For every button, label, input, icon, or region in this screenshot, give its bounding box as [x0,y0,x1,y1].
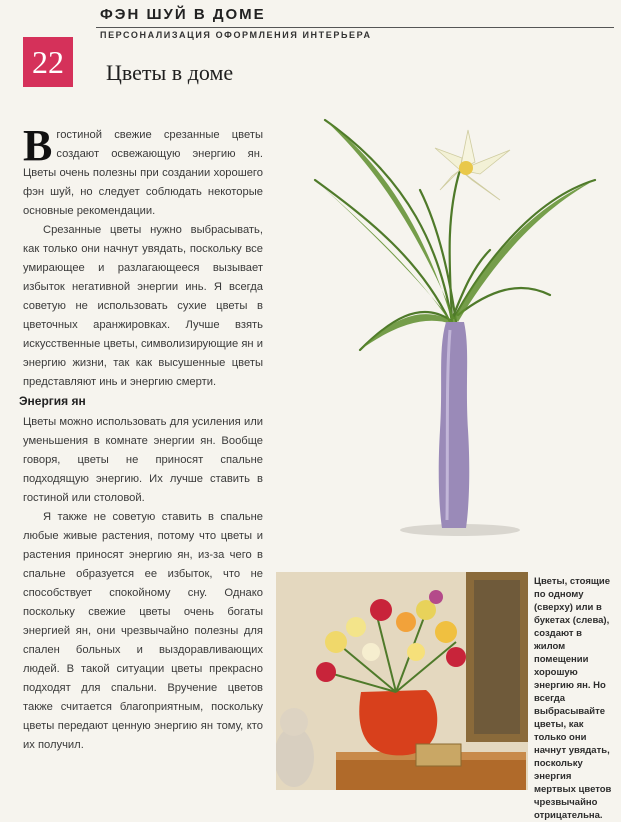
section-paragraph-1: Цветы можно использовать для усиления или уменьшения в комнате энергии ян. Вообще говоря, цветы не приносят спальне подходящую энергию. Их лучше ставить в гостиной или столовой. [23,416,263,504]
page-number: 22 [23,37,73,87]
purple-vase [439,322,470,528]
drop-cap: В [23,121,53,170]
series-title: ФЭН ШУЙ В ДОМЕ [100,6,266,23]
section-text [23,413,263,755]
section-paragraph-2: Я также не советую ставить в спальне любые живые растения, потому что цветы и растения приносят энергию ян, из-за чего в спальне образуется ее избыток, что не способствует спокойному сну. Однако поскольку свежие цветы очень богаты энергией ян, они чрезвычайно полезны для спален больных и выздоравливающих людей. В такой ситуации цветы прекрасно подходят для спальни. Вручение цветов также считается благоприятным, поскольку цветы передают ценную энергию ян тому, кто их получил. [23,511,263,751]
stems-and-leaves [315,120,595,350]
bouquet-photo [276,572,528,790]
photo-caption: Цветы, стоящие по одному (сверху) или в букетах (слева), создают в жилом помещении хорошую энергию ян. Но всегда выбрасывайте цветы, как только они начнут увядать, поскольку энергия мертвых цветов чрезвычайно отрицательна. [534,576,612,821]
small-box [416,744,461,766]
intro-paragraph-2: Срезанные цветы нужно выбрасывать, как только они начнут увядать, поскольку все умирающее и разлагающееся вызывает избыток негативной энергии инь. Я всегда советую не использовать сухие цветы в цветочных аранжировках. Лучше взять искусственные цветы, символизирующие ян и энергию жизни, так как высушенные цветы представляют инь и энергию смерти. [23,224,263,388]
chapter-title: Цветы в доме [106,60,234,85]
bouquet-photo-art [276,572,528,790]
header-rule [96,27,614,28]
lily-vase-illustration [300,110,620,550]
section-heading: Энергия ян [19,394,86,408]
intro-paragraph-1: гостиной свежие срезанные цветы создают освежающую энергию ян. Цветы очень полезны при создании хорошего фэн шуй, но следует соблюдать некоторые основные рекомендации. [23,129,263,217]
lily-flower [435,130,510,200]
intro-text [23,121,263,392]
series-subtitle: ПЕРСОНАЛИЗАЦИЯ ОФОРМЛЕНИЯ ИНТЕРЬЕРА [100,30,372,40]
